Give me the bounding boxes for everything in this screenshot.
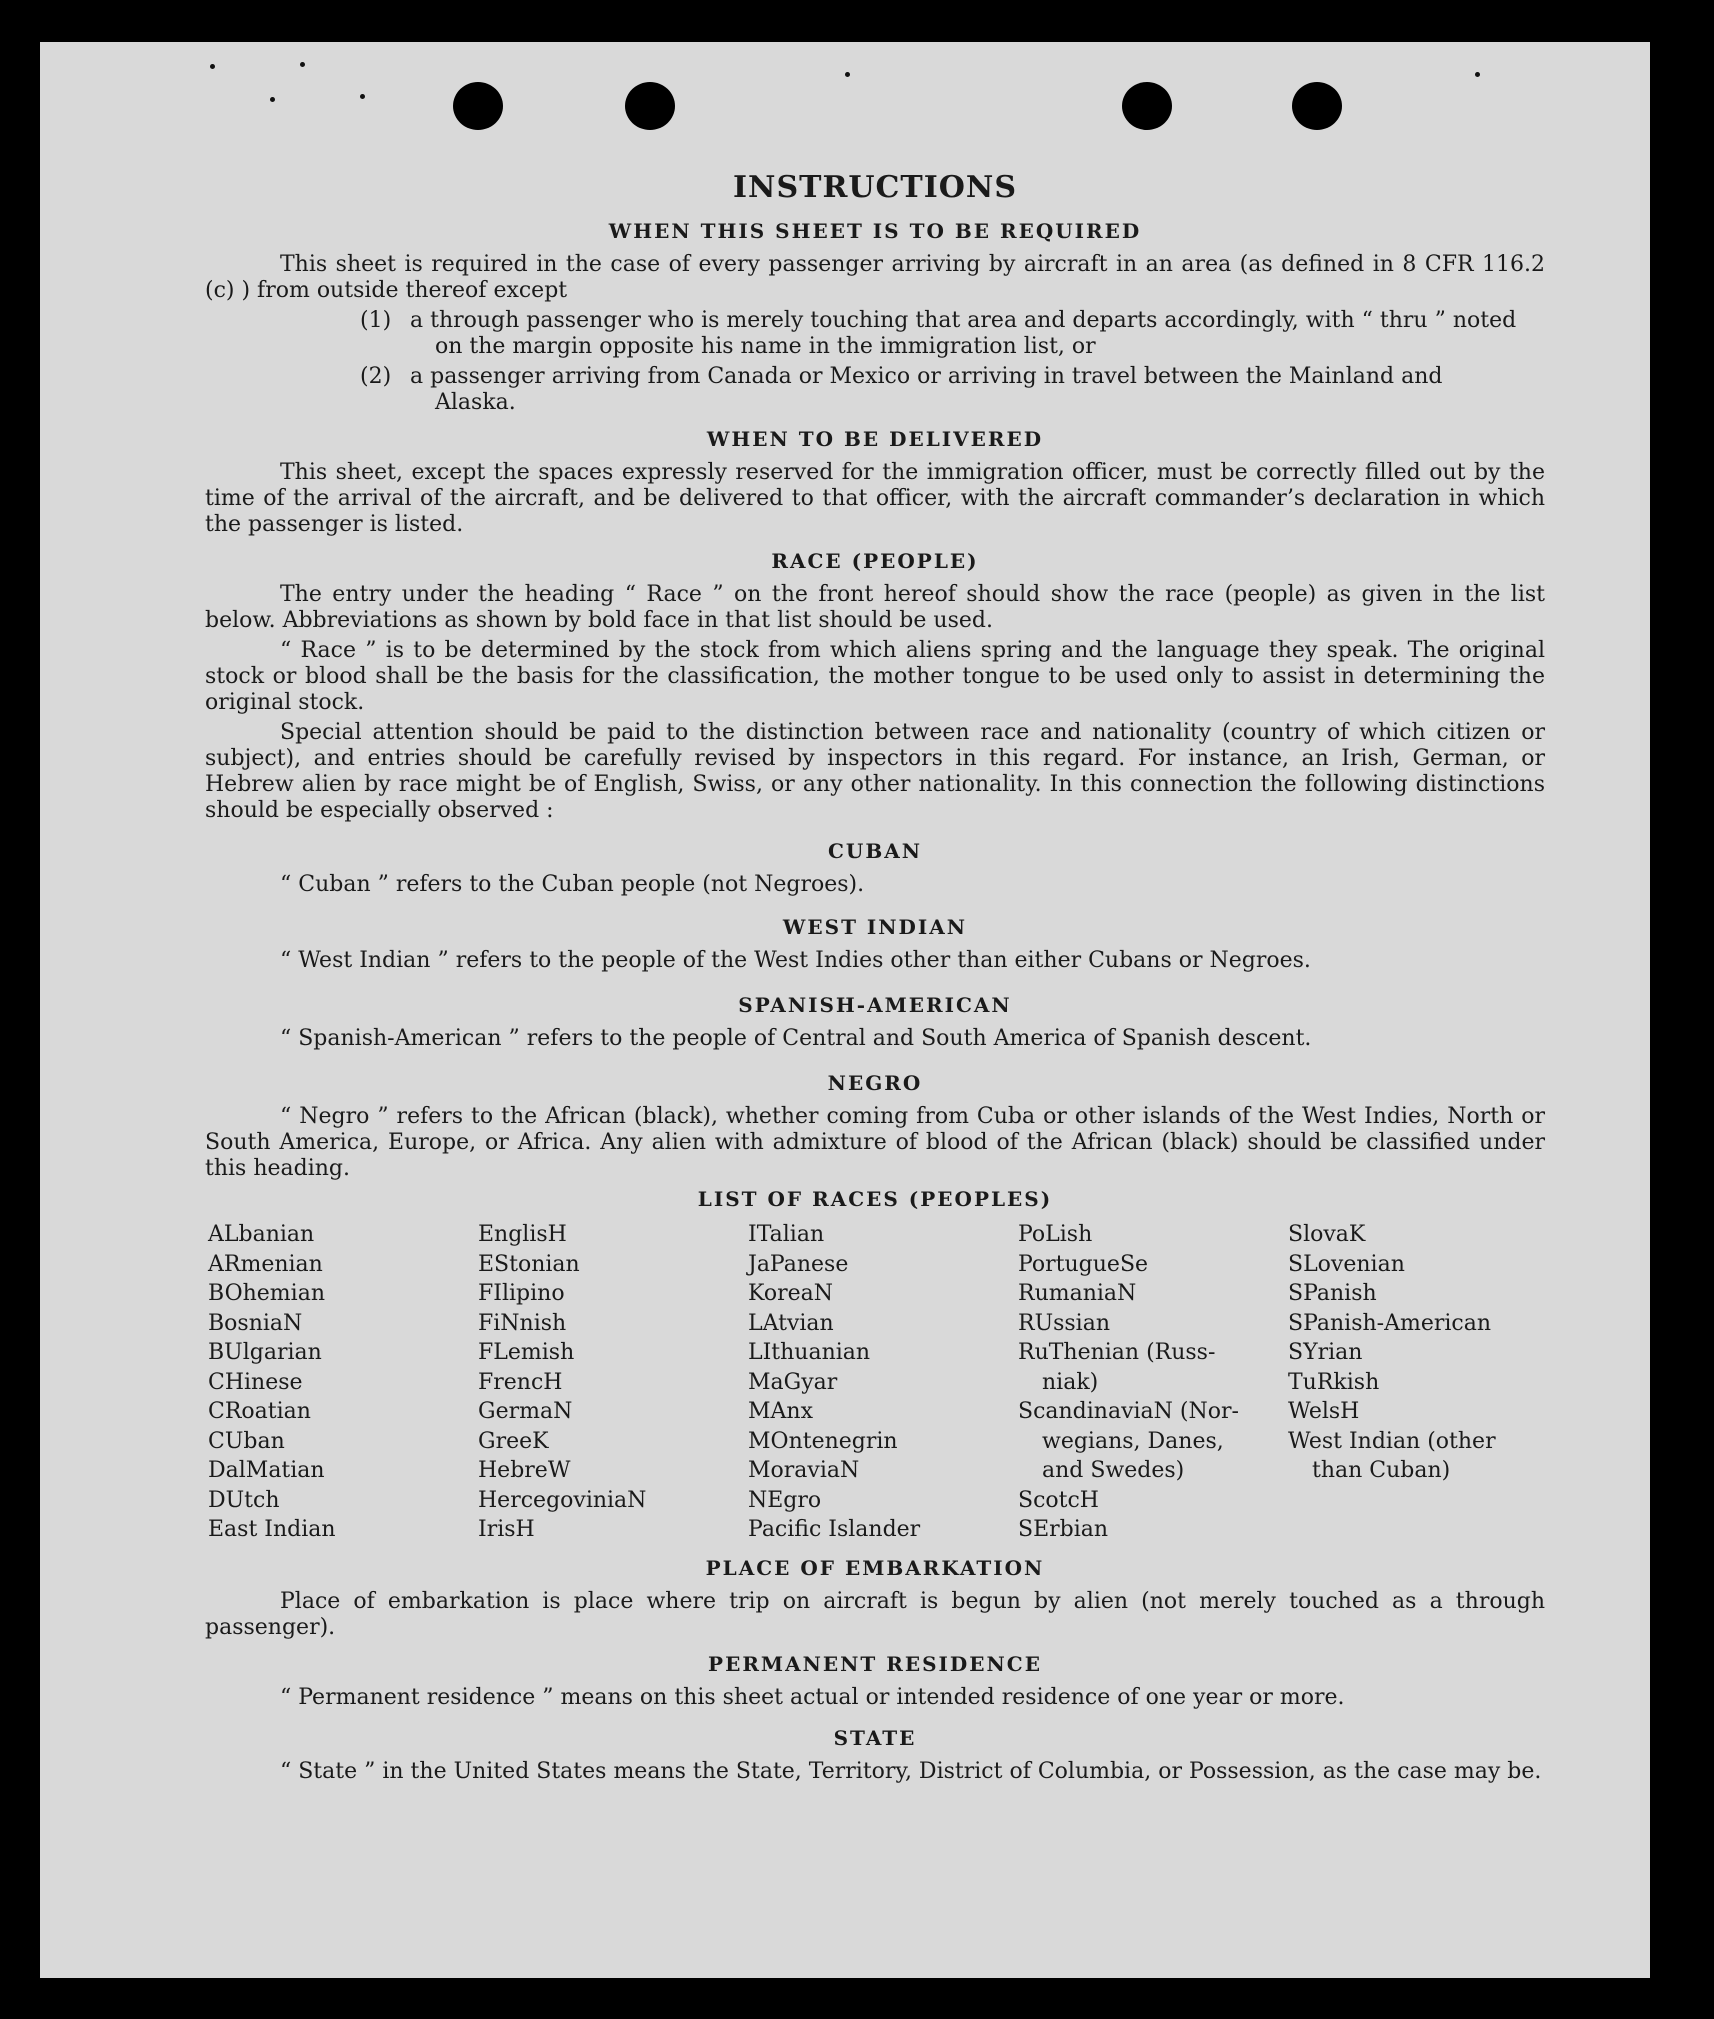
races-column (748, 1220, 1018, 1545)
race-entry: ScotcH (1018, 1487, 1099, 1513)
race-entry: EnglisH (478, 1222, 567, 1247)
section-heading: SPANISH-AMERICAN (738, 993, 1012, 1017)
paragraph: “ Spanish-American ” refers to the people of Central and South America of Spanish descent. (280, 1026, 1312, 1051)
race-entry: SlovaK (1288, 1222, 1366, 1247)
races-column (1018, 1220, 1288, 1545)
race-entry: wegians, Danes, (1042, 1428, 1224, 1454)
race-entry: ALbanian (208, 1222, 315, 1247)
race-entry: BOhemian (208, 1281, 325, 1306)
item-number: (2) (360, 364, 392, 389)
item-line: on the margin opposite his name in the immigration list, or (435, 334, 1096, 359)
race-entry: PoLish (1018, 1222, 1093, 1247)
race-entry: FLemish (478, 1340, 575, 1365)
item-text (410, 308, 1545, 360)
paragraph: “ Negro ” refers to the African (black), whether coming from Cuba or other islands of the West Indies, North or South America, Europe, or Africa. Any alien with admixture of blood of the African (black) should be classified under this heading. (205, 1104, 1545, 1181)
races-list (208, 1220, 1545, 1545)
race-entry: West Indian (other (1288, 1428, 1496, 1454)
race-entry: and Swedes) (1042, 1458, 1185, 1483)
page-title: INSTRUCTIONS (733, 170, 1017, 205)
race-entry: RUssian (1018, 1310, 1111, 1336)
race-entry: DUtch (208, 1487, 280, 1513)
paragraph: Special attention should be paid to the distinction between race and nationality (country of which citizen or subject), and entries should be carefully revised by inspectors in this regard. For instance, an Irish, German, or Hebrew alien by race might be of English, Swiss, or any other nationality. In this connection the following distinctions should be especially observed : (205, 720, 1545, 823)
paragraph: This sheet, except the spaces expressly reserved for the immigration officer, must be correctly filled out by the time of the arrival of the aircraft, and be delivered to that officer, with the aircraft commander’s declaration in which the passenger is listed. (205, 460, 1545, 537)
list-item (205, 308, 1545, 360)
race-entry: PortugueSe (1018, 1251, 1149, 1277)
races-column (208, 1220, 478, 1545)
race-entry: niak) (1042, 1369, 1099, 1395)
paragraph: “ Permanent residence ” means on this sheet actual or intended residence of one year or more. (280, 1684, 1345, 1710)
speck (1475, 72, 1480, 77)
race-entry: HebreW (478, 1458, 571, 1483)
race-entry: MoraviaN (748, 1458, 860, 1483)
race-entry: SLovenian (1288, 1251, 1405, 1277)
instructions-body (205, 168, 1545, 1789)
race-entry: FiNnish (478, 1310, 567, 1336)
race-entry: DalMatian (208, 1458, 325, 1483)
list-item (205, 364, 1545, 416)
race-entry: SPanish-American (1288, 1310, 1492, 1336)
section-heading: RACE (PEOPLE) (771, 549, 979, 573)
races-column (1288, 1220, 1548, 1545)
section-heading: PERMANENT RESIDENCE (708, 1651, 1042, 1676)
paragraph: This sheet is required in the case of every passenger arriving by aircraft in an area (as defined in 8 CFR 116.2 (c) ) from outside thereof except (205, 252, 1545, 303)
paragraph: The entry under the heading “ Race ” on the front hereof should show the race (people) as given in the list below. Abbreviations as shown by bold face in that list should be used. (205, 582, 1545, 633)
race-entry: MOntenegrin (748, 1428, 898, 1454)
item-line: Alaska. (435, 390, 516, 415)
race-entry: SYrian (1288, 1340, 1363, 1365)
race-entry: ScandinaviaN (Nor- (1018, 1399, 1239, 1424)
race-entry: GermaN (478, 1399, 573, 1424)
item-line: a through passenger who is merely touching that area and departs accordingly, with “ thru ” noted (410, 308, 1517, 333)
paragraph: “ Race ” is to be determined by the stock from which aliens spring and the language they speak. The original stock or blood shall be the basis for the classification, the mother tongue to be used only to assist in determining the original stock. (205, 638, 1545, 715)
race-entry: JaPanese (748, 1251, 849, 1277)
race-entry: CRoatian (208, 1399, 311, 1424)
speck (210, 64, 215, 69)
punch-hole (1292, 82, 1342, 130)
section-heading: LIST OF RACES (PEOPLES) (697, 1187, 1053, 1211)
race-entry: MAnx (748, 1399, 813, 1424)
race-entry: IrisH (478, 1517, 535, 1542)
race-entry: NEgro (748, 1487, 822, 1513)
race-entry: RuThenian (Russ- (1018, 1340, 1216, 1365)
race-entry: WelsH (1288, 1399, 1360, 1424)
race-entry: RumaniaN (1018, 1281, 1137, 1306)
race-entry: BosniaN (208, 1310, 303, 1336)
section-heading: STATE (833, 1725, 917, 1750)
race-entry: LIthuanian (748, 1340, 871, 1365)
punch-hole (1122, 82, 1172, 130)
punch-hole (625, 82, 675, 130)
punch-hole (453, 82, 503, 130)
item-number: (1) (360, 308, 392, 333)
race-entry: SPanish (1288, 1281, 1377, 1306)
race-entry: EStonian (478, 1251, 580, 1277)
speck (360, 94, 365, 99)
race-entry: FrencH (478, 1369, 563, 1395)
race-entry: TuRkish (1288, 1369, 1380, 1395)
paragraph: “ State ” in the United States means the State, Territory, District of Columbia, or Possession, as the case may be. (280, 1758, 1542, 1784)
section-heading: WHEN TO BE DELIVERED (706, 427, 1044, 451)
paragraph: “ Cuban ” refers to the Cuban people (not Negroes). (280, 872, 865, 897)
race-entry: FIlipino (478, 1281, 565, 1306)
race-entry: MaGyar (748, 1369, 838, 1395)
race-entry: BUlgarian (208, 1340, 322, 1365)
race-entry: Pacific Islander (748, 1517, 921, 1542)
race-entry: ITalian (748, 1222, 825, 1247)
section-heading: CUBAN (827, 839, 923, 863)
section-heading: WEST INDIAN (782, 915, 968, 939)
section-heading: NEGRO (827, 1071, 923, 1095)
race-entry: SErbian (1018, 1517, 1109, 1542)
races-column (478, 1220, 748, 1545)
race-entry: HercegoviniaN (478, 1487, 647, 1513)
paragraph: “ West Indian ” refers to the people of the West Indies other than either Cubans or Negroes. (280, 948, 1311, 973)
section-heading: WHEN THIS SHEET IS TO BE REQUIRED (608, 219, 1142, 243)
race-entry: LAtvian (748, 1310, 834, 1336)
paragraph: Place of embarkation is place where trip on aircraft is begun by alien (not merely touched as a through passenger). (205, 1588, 1545, 1640)
race-entry: GreeK (478, 1428, 549, 1454)
item-text (410, 364, 1545, 416)
speck (300, 62, 305, 67)
speck (270, 97, 275, 102)
race-entry: ARmenian (208, 1251, 323, 1277)
document-page (40, 42, 1650, 1978)
race-entry: East Indian (208, 1517, 336, 1542)
speck (845, 72, 850, 77)
item-line: a passenger arriving from Canada or Mexico or arriving in travel between the Mainland and (410, 364, 1443, 389)
section-heading: PLACE OF EMBARKATION (705, 1555, 1045, 1580)
race-entry: than Cuban) (1312, 1458, 1451, 1483)
race-entry: CUban (208, 1428, 285, 1454)
race-entry: KoreaN (748, 1281, 833, 1306)
race-entry: CHinese (208, 1369, 303, 1395)
